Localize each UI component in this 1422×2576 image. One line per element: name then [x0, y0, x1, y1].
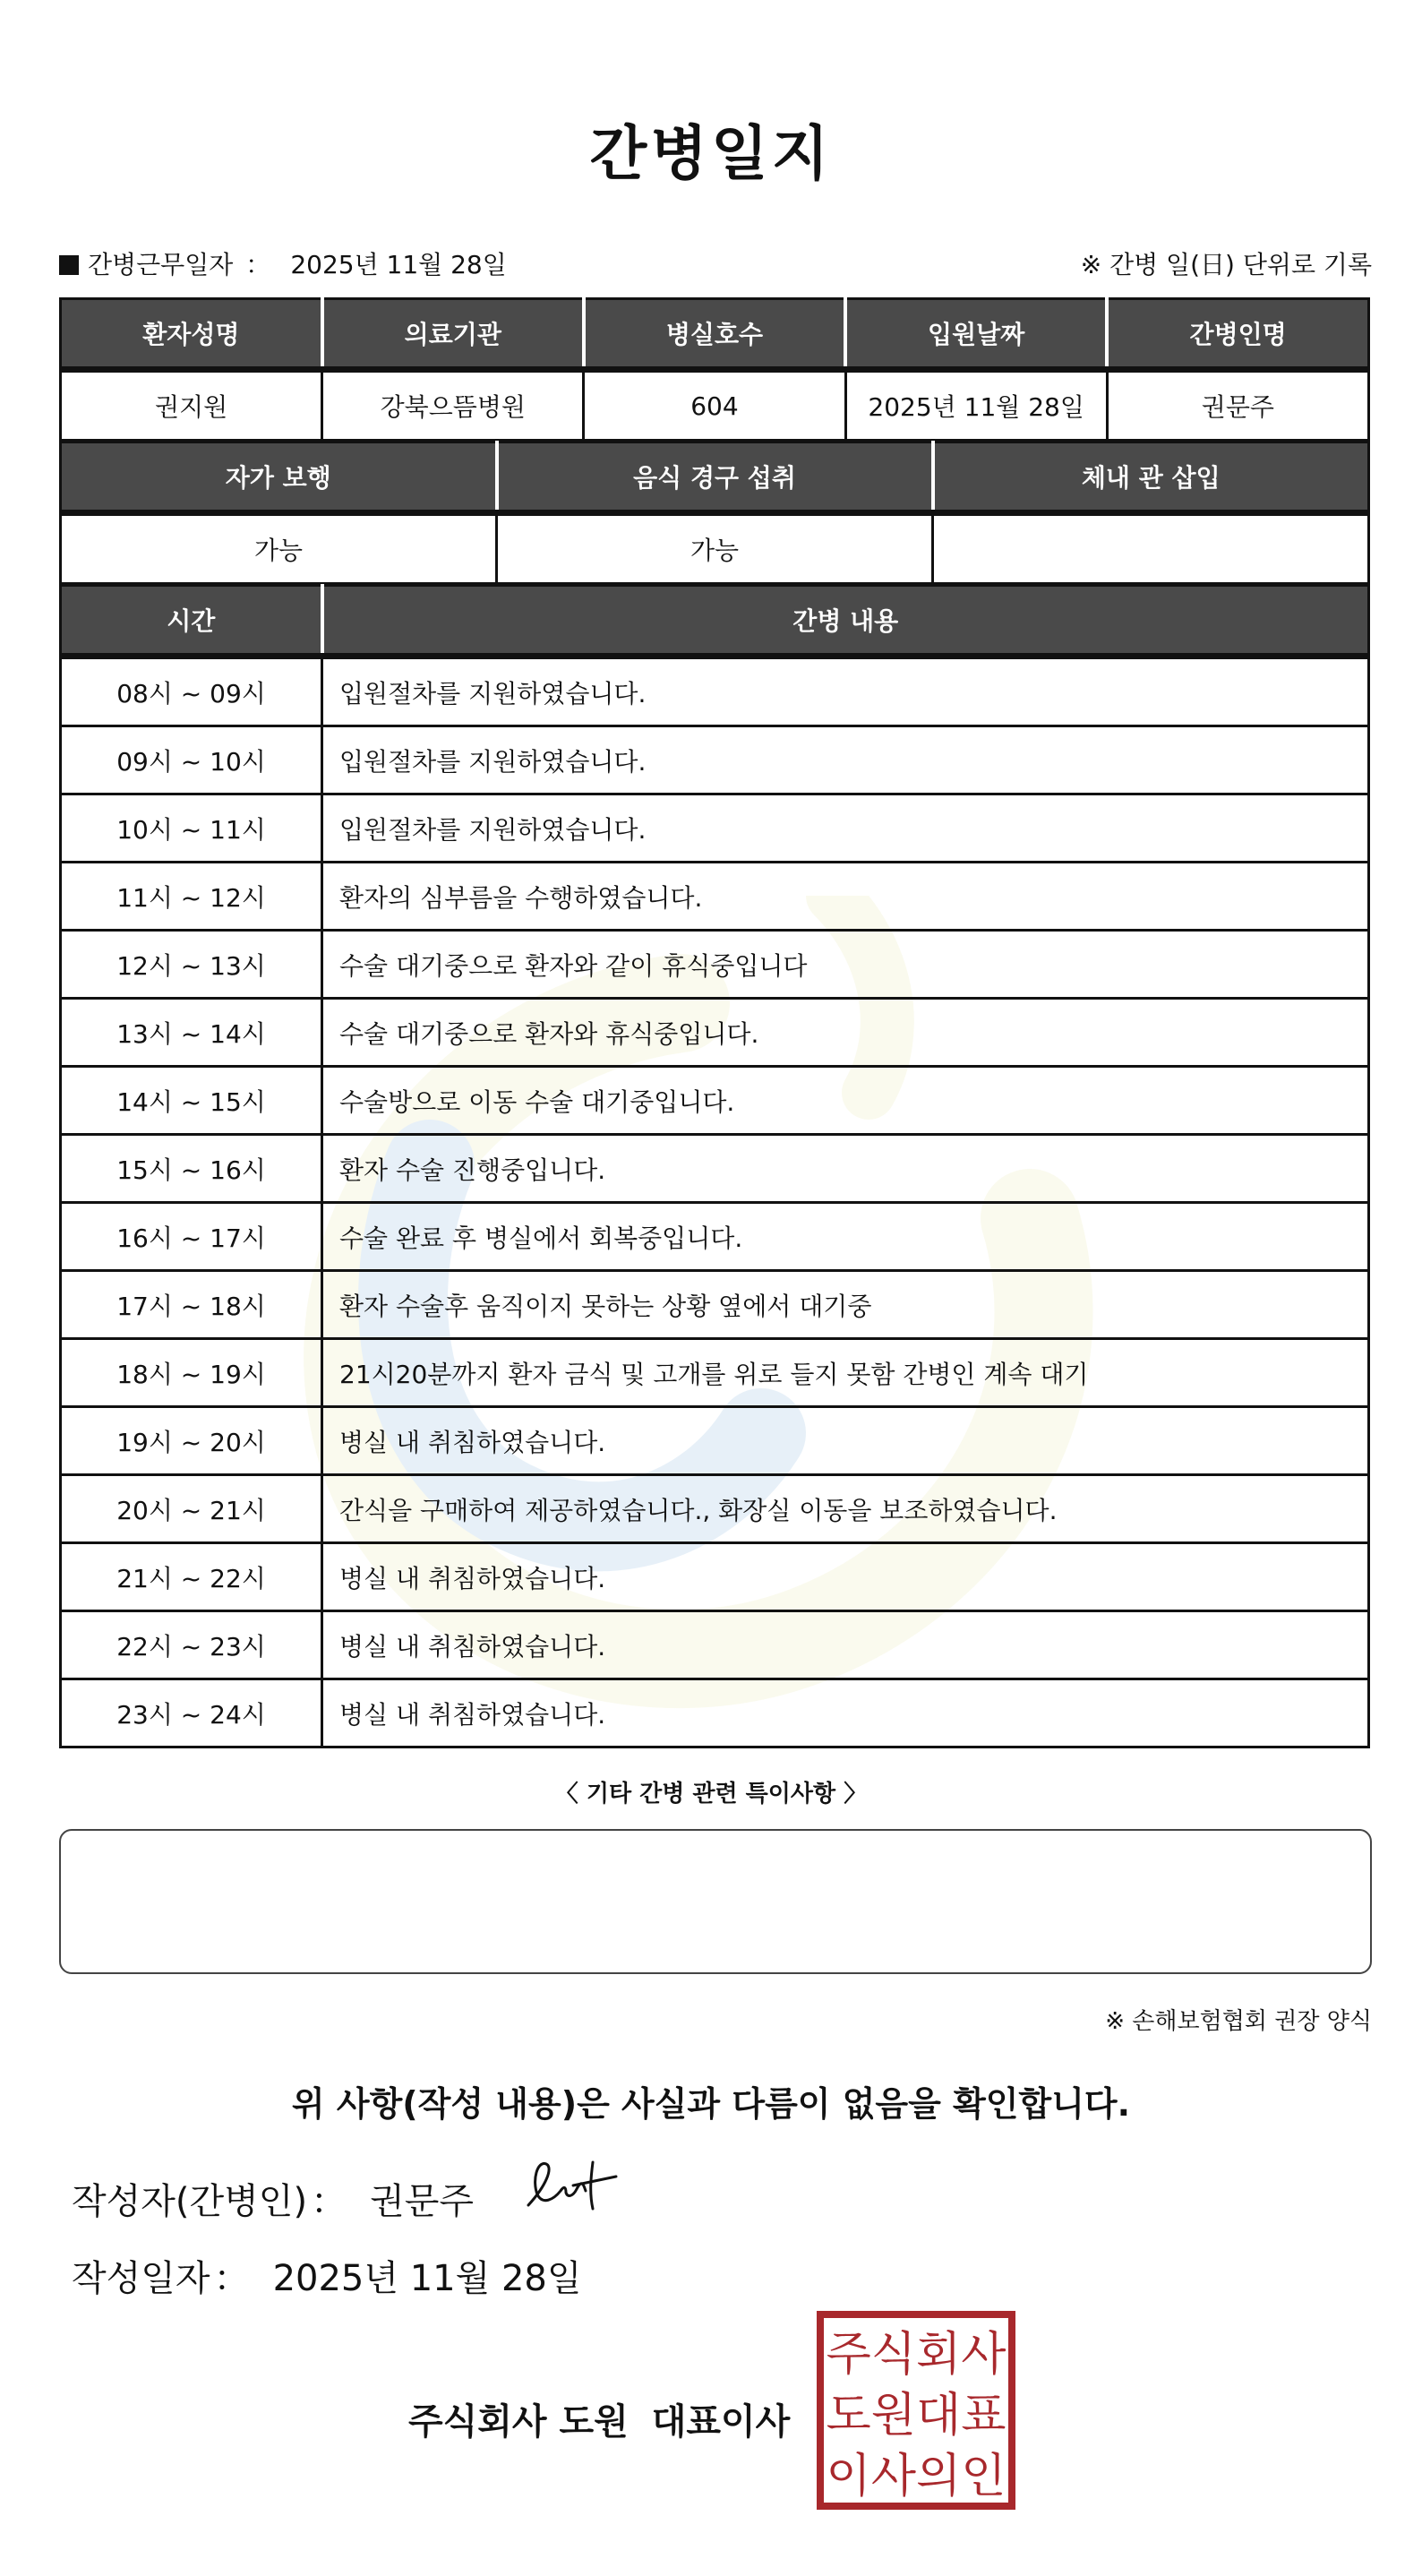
confirmation-statement: 위 사항(작성 내용)은 사실과 다름이 없음을 확인합니다. [291, 2084, 1131, 2124]
unit-note: ※ 간병 일(日) 단위로 기록 [1080, 250, 1372, 279]
table-row [61, 1543, 1369, 1611]
content-cell: 수술 대기중으로 환자와 휴식중입니다. [322, 999, 1369, 1067]
content-cell: 수술 완료 후 병실에서 회복중입니다. [322, 1203, 1369, 1271]
table-row [61, 1611, 1369, 1679]
time-cell: 17시 ~ 18시 [61, 1271, 322, 1339]
value-oral-intake: 가능 [497, 513, 933, 584]
form-source-note: ※ 손해보험협회 권장 양식 [1105, 2008, 1372, 2035]
value-tube-insertion [933, 513, 1369, 584]
special-notes-title: 〈 기타 간병 관련 특이사항 〉 [554, 1781, 868, 1807]
work-date-value: 2025년 11월 28일 [290, 250, 507, 279]
patient-status-header-row [61, 442, 1369, 513]
header-time: 시간 [61, 586, 322, 657]
time-cell: 21시 ~ 22시 [61, 1543, 322, 1611]
table-row [61, 1271, 1369, 1339]
value-room-number: 604 [584, 370, 845, 441]
header-patient-name: 환자성명 [61, 299, 322, 370]
special-notes-box [59, 1829, 1372, 1974]
table-row [61, 726, 1369, 794]
patient-status-table [59, 441, 1370, 585]
table-row [61, 1339, 1369, 1407]
svg-text:도원대표: 도원대표 [826, 2389, 1007, 2443]
value-hospital: 강북으뜸병원 [322, 370, 584, 441]
table-row [61, 1679, 1369, 1747]
header-oral-intake: 음식 경구 섭취 [497, 442, 933, 513]
value-patient-name: 권지원 [61, 370, 322, 441]
care-log-header-row [61, 586, 1369, 657]
writer-label: 작성자(간병인) [72, 2181, 308, 2222]
writer-name: 권문주 [370, 2181, 474, 2222]
time-cell: 18시 ~ 19시 [61, 1339, 322, 1407]
svg-text:주식회사: 주식회사 [826, 2328, 1007, 2382]
time-cell: 13시 ~ 14시 [61, 999, 322, 1067]
content-cell: 환자 수술후 움직이지 못하는 상황 옆에서 대기중 [322, 1271, 1369, 1339]
table-row [61, 999, 1369, 1067]
content-cell: 환자의 심부름을 수행하였습니다. [322, 863, 1369, 931]
patient-info-table [59, 297, 1370, 442]
content-cell: 병실 내 취침하였습니다. [322, 1611, 1369, 1679]
value-caregiver-name: 권문주 [1107, 370, 1368, 441]
header-room-number: 병실호수 [584, 299, 845, 370]
content-cell: 입원절차를 지원하였습니다. [322, 794, 1369, 863]
table-row [61, 794, 1369, 863]
table-row [61, 931, 1369, 999]
content-cell: 입원절차를 지원하였습니다. [322, 657, 1369, 726]
written-date-colon: ： [213, 2258, 250, 2299]
content-cell: 병실 내 취침하였습니다. [322, 1679, 1369, 1747]
time-cell: 14시 ~ 15시 [61, 1067, 322, 1135]
value-admission-date: 2025년 11월 28일 [845, 370, 1107, 441]
content-cell: 병실 내 취침하였습니다. [322, 1543, 1369, 1611]
written-date-label: 작성일자 [72, 2258, 210, 2299]
company-name: 주식회사 도원 [408, 2401, 629, 2443]
svg-text:이사의인: 이사의인 [826, 2450, 1007, 2503]
patient-status-value-row [61, 513, 1369, 584]
time-cell: 08시 ~ 09시 [61, 657, 322, 726]
document-title: 간병일지 [589, 119, 833, 188]
time-cell: 22시 ~ 23시 [61, 1611, 322, 1679]
time-cell: 09시 ~ 10시 [61, 726, 322, 794]
table-row [61, 1407, 1369, 1475]
time-cell: 20시 ~ 21시 [61, 1475, 322, 1543]
representative-title: 대표이사 [651, 2401, 791, 2443]
table-row [61, 1203, 1369, 1271]
time-cell: 11시 ~ 12시 [61, 863, 322, 931]
written-date-value: 2025년 11월 28일 [272, 2258, 582, 2299]
signature-icon [510, 2150, 627, 2221]
time-cell: 16시 ~ 17시 [61, 1203, 322, 1271]
time-cell: 19시 ~ 20시 [61, 1407, 322, 1475]
header-self-walking: 자가 보행 [61, 442, 497, 513]
writer-line [72, 2173, 474, 2224]
work-date-label: 간병근무일자 [88, 250, 234, 279]
table-row [61, 657, 1369, 726]
time-cell: 15시 ~ 16시 [61, 1135, 322, 1203]
company-signature-line [408, 2393, 790, 2444]
table-row [61, 863, 1369, 931]
content-cell: 병실 내 취침하였습니다. [322, 1407, 1369, 1475]
content-cell: 21시20분까지 환자 금식 및 고개를 위로 들지 못함 간병인 계속 대기 [322, 1339, 1369, 1407]
work-date-line [59, 245, 507, 281]
written-date-line [72, 2250, 582, 2301]
care-log-table [59, 584, 1370, 1748]
time-cell: 12시 ~ 13시 [61, 931, 322, 999]
content-cell: 수술방으로 이동 수술 대기중입니다. [322, 1067, 1369, 1135]
content-cell: 입원절차를 지원하였습니다. [322, 726, 1369, 794]
header-caregiver-name: 간병인명 [1107, 299, 1368, 370]
header-care-content: 간병 내용 [322, 586, 1369, 657]
content-cell: 간식을 구매하여 제공하였습니다., 화장실 이동을 보조하였습니다. [322, 1475, 1369, 1543]
time-cell: 10시 ~ 11시 [61, 794, 322, 863]
company-seal-icon [817, 2311, 1015, 2510]
time-cell: 23시 ~ 24시 [61, 1679, 322, 1747]
table-row [61, 1475, 1369, 1543]
writer-colon: ： [311, 2181, 347, 2222]
work-date-colon: ： [245, 250, 271, 279]
content-cell: 수술 대기중으로 환자와 같이 휴식중입니다 [322, 931, 1369, 999]
header-tube-insertion: 체내 관 삽입 [933, 442, 1369, 513]
patient-info-header-row [61, 299, 1369, 370]
header-hospital: 의료기관 [322, 299, 584, 370]
value-self-walking: 가능 [61, 513, 497, 584]
header-admission-date: 입원날짜 [845, 299, 1107, 370]
table-row [61, 1135, 1369, 1203]
table-row [61, 1067, 1369, 1135]
patient-info-value-row [61, 370, 1369, 441]
content-cell: 환자 수술 진행중입니다. [322, 1135, 1369, 1203]
square-bullet-icon [59, 255, 79, 275]
